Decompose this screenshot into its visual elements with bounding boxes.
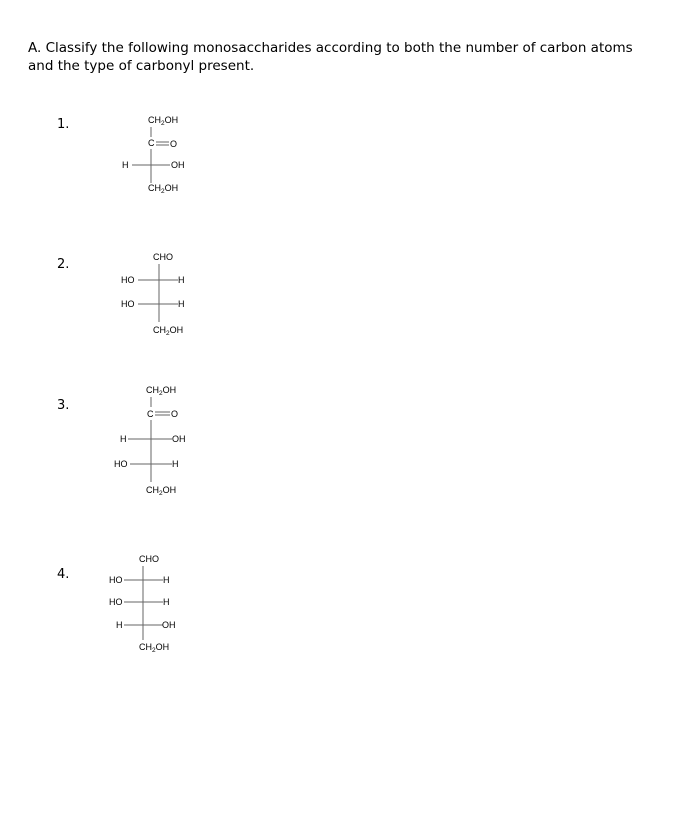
ho-left: HO — [109, 597, 123, 607]
h-right: H — [172, 459, 179, 469]
question-number-3: 3. — [57, 398, 70, 413]
h-right: H — [178, 275, 185, 285]
h-left: H — [120, 434, 127, 444]
ch2oh-bottom: $CH_2OH$ — [139, 642, 170, 654]
question-number-4: 4. — [57, 567, 70, 582]
cho-top: CHO — [153, 252, 173, 262]
fischer-projection-4 — [109, 554, 176, 654]
h-right: H — [163, 597, 170, 607]
ho-left: HO — [114, 459, 128, 469]
h-right: H — [178, 299, 185, 309]
oh-right: OH — [171, 160, 185, 170]
carbonyl-oxygen: O — [170, 139, 178, 149]
ho-left: HO — [109, 575, 123, 585]
carbonyl-oxygen: O — [171, 409, 179, 419]
h-left: H — [116, 620, 123, 630]
ch2oh-bottom: $CH_2OH$ — [146, 485, 177, 497]
fischer-projection-1 — [122, 115, 185, 195]
ch2oh-bottom: $CH_2OH$ — [148, 183, 179, 195]
fischer-projection-2 — [121, 252, 185, 337]
ch2oh-top: $CH_2OH$ — [148, 115, 179, 127]
h-left: H — [122, 160, 129, 170]
cho-top: CHO — [139, 554, 159, 564]
oh-right: OH — [162, 620, 176, 630]
fischer-projection-3 — [114, 385, 186, 497]
ho-left: HO — [121, 299, 135, 309]
ch2oh-bottom: $CH_2OH$ — [153, 325, 184, 337]
ch2oh-top: $CH_2OH$ — [146, 385, 177, 397]
instructions-text: A. Classify the following monosaccharides according to both the number of carbon atoms and the type of carbonyl present. — [28, 40, 633, 74]
question-number-2: 2. — [57, 257, 70, 272]
oh-right: OH — [172, 434, 186, 444]
question-number-1: 1. — [57, 117, 70, 132]
carbonyl-carbon: C — [147, 409, 154, 419]
carbonyl-carbon: C — [148, 138, 155, 148]
h-right: H — [163, 575, 170, 585]
ho-left: HO — [121, 275, 135, 285]
